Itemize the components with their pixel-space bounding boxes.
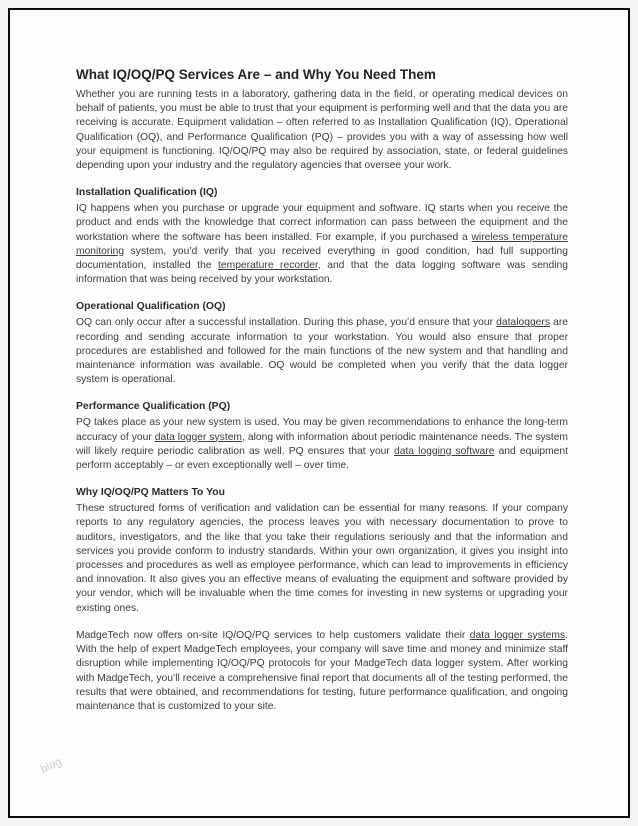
paragraph — [76, 316, 568, 387]
text-run: , along with information about periodic maintenance needs. The system will likely require periodic calibration as well. PQ ensures that your — [76, 431, 569, 457]
section-heading — [76, 486, 568, 500]
text-run: Installation Qualification (IQ) — [76, 187, 218, 199]
text-run: . With the help of expert MadgeTech employees, your company will save time and money and minimize staff disruption while implementing IQ/OQ/PQ protocols for your MadgeTech data logger system. After working with MadgeTech, you’ll receive a comprehensive final report that documents all of the testing performed, the results that were obtained, and recommendations for testing, future performance qualification, and ongoing maintenance that is customized to your site. — [76, 629, 568, 712]
inline-link[interactable]: temperature recorder — [218, 260, 318, 272]
paragraph — [76, 629, 568, 714]
text-run: system, you’d verify that you received everything in good condition, had full supporting documentation, installed the — [76, 245, 568, 272]
inline-link[interactable]: data logger systems — [469, 629, 566, 641]
text-run: OQ can only occur after a successful installation. During this phase, you’d ensure that your — [76, 317, 497, 329]
text-run: Why IQ/OQ/PQ Matters To You — [76, 487, 225, 499]
text-run: These structured forms of verification and validation can be essential for many reasons. If your company reports to any regulatory agencies, the process leaves you with necessary documentation to prove to auditors, investigators, and the like that you take their regulations seriously and that the information and services you provide conform to industry standards. Within your own organization, it gives you insight into processes and procedures as well as employee performance, which can lead to improvements in efficiency and innovation. It also gives you an effective means of evaluating the equipment and software provided by your vendor, which will be invaluable when the time comes for investing in new systems or upgrading your existing ones. — [76, 503, 568, 614]
document-title — [76, 66, 568, 83]
section-heading — [76, 400, 568, 414]
section-heading — [76, 300, 568, 314]
page-frame — [8, 8, 630, 818]
text-run: Performance Qualification (PQ) — [76, 401, 231, 413]
text-run: PQ takes place as your new system is used. You may be given recommendations to enhance the long-term accuracy of your — [76, 417, 568, 443]
inline-link[interactable]: data logger system — [154, 431, 243, 443]
text-run: What IQ/OQ/PQ Services Are – and Why You Need Them — [76, 67, 436, 82]
paragraph — [76, 202, 568, 287]
watermark-blog: blog — [38, 755, 64, 776]
text-run: IQ happens when you purchase or upgrade your equipment and software. IQ starts when you receive the product and ends with the knowledge that correct information can pass between the equipment and the workstation where the software has been installed. For example, if you purchased a — [76, 203, 568, 243]
inline-link[interactable]: wireless temperature monitoring — [76, 231, 568, 257]
text-run: are recording and sending accurate information to your workstation. You would also ensure that proper procedures are established and followed for the main functions of the new system and that handling and maintenance information was available. OQ would be completed when you verify that the data logger system is operational. — [76, 317, 568, 386]
inline-link[interactable]: data logging software — [393, 445, 495, 457]
document-content — [76, 66, 568, 727]
paragraph — [76, 416, 568, 473]
inline-link[interactable]: dataloggers — [496, 317, 550, 329]
section-heading — [76, 186, 568, 200]
paragraph — [76, 502, 568, 616]
text-run: , and that the data logging software was sending information that was being received by your workstation. — [76, 260, 568, 286]
text-run: MadgeTech now offers on-site IQ/OQ/PQ services to help customers validate their — [76, 629, 470, 641]
text-run: and equipment perform acceptably – or even exceptionally well – over time. — [76, 445, 568, 472]
text-run: Whether you are running tests in a laboratory, gathering data in the field, or operating medical devices on behalf of patients, you must be able to trust that your equipment is performing well and that the data you are receiving is accurate. Equipment validation – often referred to as Installation Qualification (IQ), Operational Qualification (OQ), and Performance Qualification (PQ) – provides you with a way of assessing how well your equipment is functioning. IQ/OQ/PQ may also be required by association, state, or federal guidelines depending upon your industry and the regulatory agencies that oversee your work. — [76, 89, 568, 172]
paragraph — [76, 88, 568, 173]
text-run: Operational Qualification (OQ) — [76, 301, 226, 313]
